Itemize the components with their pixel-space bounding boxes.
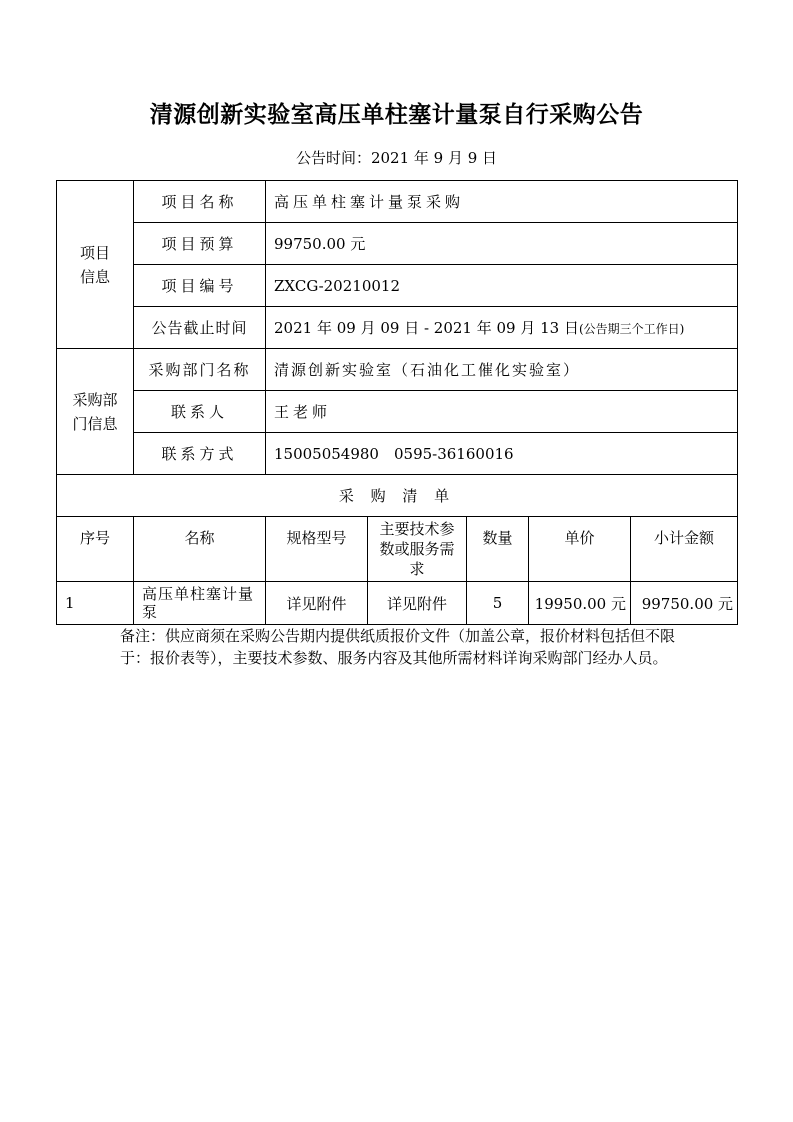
list-header-row: [57, 517, 738, 582]
project-info-row: [57, 307, 738, 349]
procurement-table: [56, 180, 738, 625]
list-title: 采 购 清 单: [57, 475, 738, 517]
page-title: 清源创新实验室高压单柱塞计量泵自行采购公告: [149, 101, 644, 128]
deadline-label: 公告截止时间: [134, 307, 266, 349]
table-row: [57, 582, 738, 625]
contact-method-value: 15005054980 0595-36160016: [266, 433, 738, 475]
project-budget-value: 99750.00 元: [266, 223, 738, 265]
dept-info-label: 采购部 门信息: [57, 349, 134, 475]
item-name: 高压单柱塞计量泵: [134, 582, 266, 625]
dept-name-value: 清源创新实验室（石油化工催化实验室）: [266, 349, 738, 391]
project-number-value: ZXCG-20210012: [266, 265, 738, 307]
project-name-value: 高压单柱塞计量泵采购: [266, 181, 738, 223]
announce-date: 公告时间：2021 年 9 月 9 日: [295, 149, 498, 167]
header-name: 名称: [134, 517, 266, 582]
contact-method-label: 联系方式: [134, 433, 266, 475]
header-qty: 数量: [467, 517, 529, 582]
item-unit-price: 19950.00 元: [529, 582, 631, 625]
item-index: 1: [57, 582, 134, 625]
project-budget-label: 项目预算: [134, 223, 266, 265]
contact-person-label: 联系人: [134, 391, 266, 433]
item-qty: 5: [467, 582, 529, 625]
project-number-label: 项目编号: [134, 265, 266, 307]
contact-person-value: 王老师: [266, 391, 738, 433]
header-spec: 规格型号: [266, 517, 368, 582]
dept-info-row: [57, 391, 738, 433]
project-info-row: [57, 223, 738, 265]
item-subtotal: 99750.00 元: [631, 582, 738, 625]
project-info-row: [57, 181, 738, 223]
header-index: 序号: [57, 517, 134, 582]
project-info-row: [57, 265, 738, 307]
project-name-label: 项目名称: [134, 181, 266, 223]
dept-info-row: [57, 433, 738, 475]
dept-name-label: 采购部门名称: [134, 349, 266, 391]
header-unit-price: 单价: [529, 517, 631, 582]
remark: 备注：供应商须在采购公告期内提供纸质报价文件（加盖公章，报价材料包括但不限于：报价表等），主要技术参数、服务内容及其他所需材料详询采购部门经办人员。: [120, 627, 676, 667]
deadline-value: [266, 307, 738, 349]
item-params: 详见附件: [368, 582, 467, 625]
project-info-label: 项目 信息: [57, 181, 134, 349]
list-title-row: [57, 475, 738, 517]
deadline-range: 2021 年 09 月 09 日 - 2021 年 09 月 13 日: [274, 319, 579, 337]
item-spec: 详见附件: [266, 582, 368, 625]
header-subtotal: 小计金额: [631, 517, 738, 582]
header-params: 主要技术参数或服务需求: [368, 517, 467, 582]
dept-info-row: [57, 349, 738, 391]
deadline-note: (公告期三个工作日): [578, 322, 685, 336]
